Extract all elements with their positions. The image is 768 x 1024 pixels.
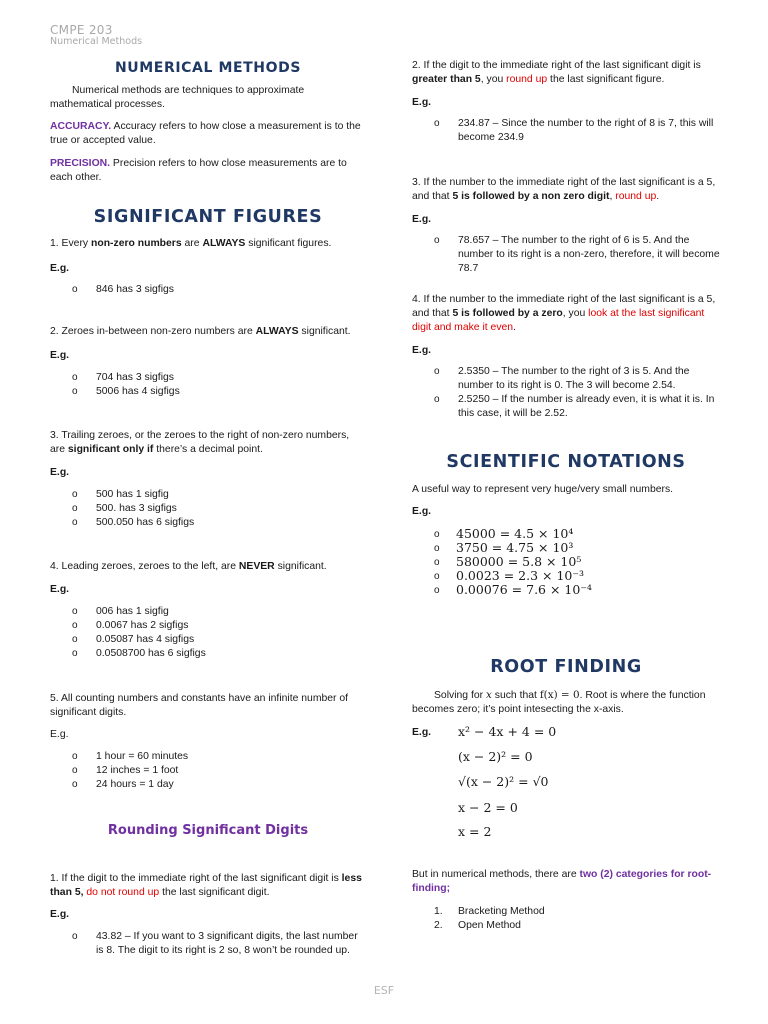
rule-3-examples (50, 488, 366, 530)
equation: x = 2 (458, 824, 492, 839)
list-item: o 500. has 3 sigfigs (50, 502, 366, 516)
rule-2-examples (50, 371, 366, 399)
accuracy-term: ACCURACY. (50, 121, 112, 132)
rule-3-eg-label: E.g. (50, 467, 70, 478)
round-2-eg-label: E.g. (412, 97, 432, 108)
rule-2-eg-label: E.g. (50, 350, 70, 361)
scientific-examples (434, 527, 720, 597)
round-1-examples (50, 930, 366, 958)
list-item: o 0.00076 = 7.6 × 10⁻⁴ (434, 583, 720, 597)
root-definition: Solving for x such that f(x) = 0. Root is where the function becomes zero; it’s point intesecting the x-axis. (412, 689, 706, 715)
scientific-notations-title: SCIENTIFIC NOTATIONS (446, 452, 686, 472)
list-item: o 3750 = 4.75 × 10³ (434, 541, 720, 555)
root-methods-list (412, 905, 720, 933)
list-item: o 0.05087 has 4 sigfigs (50, 633, 366, 647)
round-rule-1: 1. If the digit to the immediate right of the last significant digit is less than 5, do not round up the last significant digit. (50, 873, 362, 898)
accuracy-text: Accuracy refers to how close a measurement is to the true or accepted value. (50, 121, 361, 146)
round-rule-4: 4. If the number to the immediate right of the last significant is a 5, and that 5 is followed by a zero, you look at the last significant digit and make it even. (412, 294, 716, 333)
round-4-examples (412, 365, 720, 421)
list-item: 1. Bracketing Method (434, 906, 545, 917)
list-item: o 5006 has 4 sigfigs (50, 385, 366, 399)
round-rule-2: 2. If the digit to the immediate right of the last significant digit is greater than 5, you round up the last significant figure. (412, 60, 701, 85)
list-item: o 43.82 – If you want to 3 significant digits, the last number is 8. The digit to its right is 2 so, 8 won’t be rounded up. (50, 930, 366, 958)
round-1-eg-label: E.g. (50, 909, 70, 920)
accuracy-definition (50, 120, 366, 148)
root-equations (412, 724, 720, 844)
scientific-definition: A useful way to represent very huge/very small numbers. (412, 484, 674, 495)
root-eg-label: E.g. (412, 727, 432, 738)
rule-5: 5. All counting numbers and constants have an infinite number of significant digits. (50, 693, 349, 718)
root-finding-title: ROOT FINDING (490, 657, 642, 677)
rule-2: 2. Zeroes in-between non-zero numbers are ALWAYS significant. (50, 326, 351, 337)
list-item: o 2.5250 – If the number is already even, it is what it is. In this case, it will be 2.52. (412, 393, 720, 421)
course-subject: Numerical Methods (50, 36, 143, 47)
round-3-eg-label: E.g. (412, 214, 432, 225)
rule-1-examples (50, 283, 366, 297)
numerical-methods-title: NUMERICAL METHODS (114, 60, 302, 76)
list-item: o 006 has 1 sigfig (50, 605, 366, 619)
root-categories: But in numerical methods, there are two (2) categories for root-finding; (412, 869, 712, 894)
equation: √(x − 2)² = √0 (458, 774, 549, 789)
list-item: o 234.87 – Since the number to the right of 8 is 7, this will become 234.9 (412, 117, 720, 145)
precision-term: PRECISION. (50, 158, 111, 169)
list-item: 2. Open Method (434, 920, 521, 931)
list-item: o 12 inches = 1 foot (50, 764, 366, 778)
precision-definition (50, 157, 366, 185)
round-4-eg-label: E.g. (412, 345, 432, 356)
list-item: o 0.0023 = 2.3 × 10⁻³ (434, 569, 720, 583)
list-item: o 704 has 3 sigfigs (50, 371, 366, 385)
significant-figures-title: SIGNIFICANT FIGURES (93, 207, 323, 227)
numerical-methods-definition: Numerical methods are techniques to approximate mathematical processes. (50, 85, 305, 110)
round-3-examples (412, 234, 720, 276)
list-item: o 500 has 1 sigfig (50, 488, 366, 502)
precision-text: Precision refers to how close measurements are to each other. (50, 158, 347, 183)
page-header (50, 24, 142, 47)
course-code: CMPE 203 (50, 23, 113, 37)
list-item: o 2.5350 – The number to the right of 3 is 5. And the number to its right is 0. The 3 will become 2.54. (412, 365, 720, 393)
rule-4-eg-label: E.g. (50, 584, 70, 595)
list-item: o 45000 = 4.5 × 10⁴ (434, 527, 720, 541)
rule-4: 4. Leading zeroes, zeroes to the left, are NEVER significant. (50, 561, 327, 572)
rule-5-eg-label: E.g. (50, 729, 69, 740)
sci-eg-label: E.g. (412, 506, 432, 517)
list-item: o 0.0508700 has 6 sigfigs (50, 647, 366, 661)
list-item: o 580000 = 5.8 × 10⁵ (434, 555, 720, 569)
page-footer: ESF (373, 984, 395, 997)
rule-4-examples (50, 605, 366, 661)
equation: x² − 4x + 4 = 0 (458, 724, 557, 739)
rule-1-eg-label: E.g. (50, 263, 70, 274)
equation: x − 2 = 0 (458, 800, 518, 815)
rule-5-examples (50, 750, 366, 792)
rounding-title: Rounding Significant Digits (107, 823, 309, 838)
list-item: o 0.0067 has 2 sigfigs (50, 619, 366, 633)
list-item: o 846 has 3 sigfigs (50, 283, 366, 297)
list-item: o 78.657 – The number to the right of 6 is 5. And the number to its right is a non-zero, therefore, it will become 78.7 (412, 234, 720, 276)
rule-1: 1. Every non-zero numbers are ALWAYS significant figures. (50, 238, 332, 249)
list-item: o 1 hour = 60 minutes (50, 750, 366, 764)
list-item: o 24 hours = 1 day (50, 778, 366, 792)
round-rule-3: 3. If the number to the immediate right of the last significant is a 5, and that 5 is followed by a non zero digit, round up. (412, 177, 716, 202)
round-2-examples (412, 117, 720, 145)
rule-3: 3. Trailing zeroes, or the zeroes to the right of non-zero numbers, are significant only if there’s a decimal point. (50, 430, 350, 455)
list-item: o 500.050 has 6 sigfigs (50, 516, 366, 530)
equation: (x − 2)² = 0 (458, 749, 533, 764)
